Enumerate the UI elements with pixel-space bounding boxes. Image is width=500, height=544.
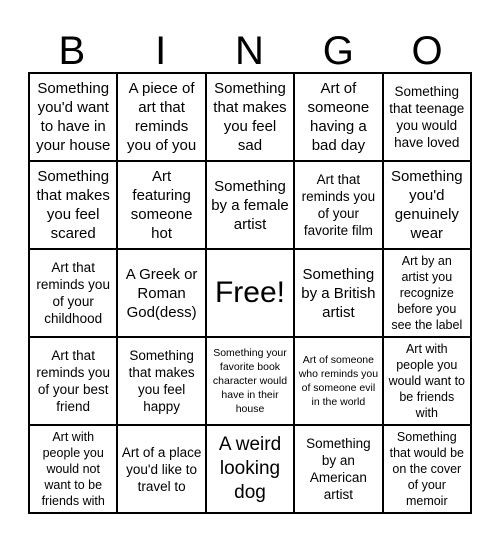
cell-text: Art that reminds you of your favorite film: [301, 172, 376, 238]
cell-text: Something that makes you feel scared: [36, 168, 110, 242]
bingo-cell-r4-c3[interactable]: [206, 337, 294, 425]
bingo-cell-r4-c5[interactable]: [383, 337, 471, 425]
cell-text: Art that reminds you of your best friend: [36, 348, 110, 414]
bingo-cell-r2-c1[interactable]: [29, 161, 117, 249]
bingo-header: [28, 28, 472, 74]
bingo-cell-r1-c5[interactable]: [383, 73, 471, 161]
header-letter-n: N: [235, 29, 265, 73]
cell-text: A weird looking dog: [218, 434, 282, 503]
header-letter-b: B: [58, 29, 87, 73]
cell-text: Something that teenage you would have loved: [389, 84, 465, 150]
bingo-free-space[interactable]: [206, 249, 294, 337]
cell-text: Something by an American artist: [306, 436, 371, 502]
cell-text: Something by a female artist: [211, 177, 289, 233]
bingo-card-grid: [28, 72, 472, 514]
bingo-cell-r3-c5[interactable]: [383, 249, 471, 337]
bingo-cell-r2-c2[interactable]: [117, 161, 205, 249]
bingo-cell-r5-c4[interactable]: [294, 425, 382, 513]
bingo-cell-r4-c2[interactable]: [117, 337, 205, 425]
bingo-cell-r2-c3[interactable]: [206, 161, 294, 249]
bingo-cell-r4-c4[interactable]: [294, 337, 382, 425]
cell-text: Art with people you would not want to be friends with: [41, 430, 105, 508]
cell-text: Something that makes you feel happy: [128, 348, 195, 414]
bingo-cell-r2-c5[interactable]: [383, 161, 471, 249]
cell-text: Something you'd genuinely wear: [390, 168, 463, 242]
header-letter-i: I: [155, 29, 168, 73]
bingo-cell-r3-c1[interactable]: [29, 249, 117, 337]
cell-text: A Greek or Roman God(dess): [125, 265, 198, 321]
bingo-cell-r2-c4[interactable]: [294, 161, 382, 249]
cell-text: Art of someone who reminds you of someone evil in the world: [298, 354, 379, 408]
cell-text: Something your favorite book character would have in their house: [212, 347, 288, 415]
bingo-cell-r5-c3[interactable]: [206, 425, 294, 513]
bingo-cell-r1-c4[interactable]: [294, 73, 382, 161]
cell-text: Something you'd want to have in your house: [36, 80, 111, 154]
bingo-cell-r1-c3[interactable]: [206, 73, 294, 161]
cell-text: Something that makes you feel sad: [213, 80, 287, 154]
bingo-cell-r3-c4[interactable]: [294, 249, 382, 337]
bingo-cell-r1-c1[interactable]: [29, 73, 117, 161]
header-letter-o: O: [411, 29, 444, 73]
cell-text: Art with people you would want to be friends with: [388, 342, 466, 420]
cell-text: Art featuring someone hot: [130, 168, 193, 242]
free-space-text: Free!: [214, 276, 285, 309]
cell-text: Something that would be on the cover of your memoir: [389, 430, 464, 508]
cell-text: Art that reminds you of your childhood: [36, 260, 110, 326]
bingo-cell-r1-c2[interactable]: [117, 73, 205, 161]
bingo-cell-r5-c2[interactable]: [117, 425, 205, 513]
cell-text: A piece of art that reminds you of you: [126, 80, 197, 154]
bingo-cell-r5-c5[interactable]: [383, 425, 471, 513]
bingo-cell-r4-c1[interactable]: [29, 337, 117, 425]
cell-text: Art by an artist you recognize before you see the label: [391, 254, 463, 332]
cell-text: Art of a place you'd like to travel to: [121, 444, 202, 494]
bingo-cell-r5-c1[interactable]: [29, 425, 117, 513]
cell-text: Something by a British artist: [301, 265, 376, 321]
header-letter-g: G: [322, 29, 355, 73]
bingo-cell-r3-c2[interactable]: [117, 249, 205, 337]
cell-text: Art of someone having a bad day: [307, 80, 370, 154]
